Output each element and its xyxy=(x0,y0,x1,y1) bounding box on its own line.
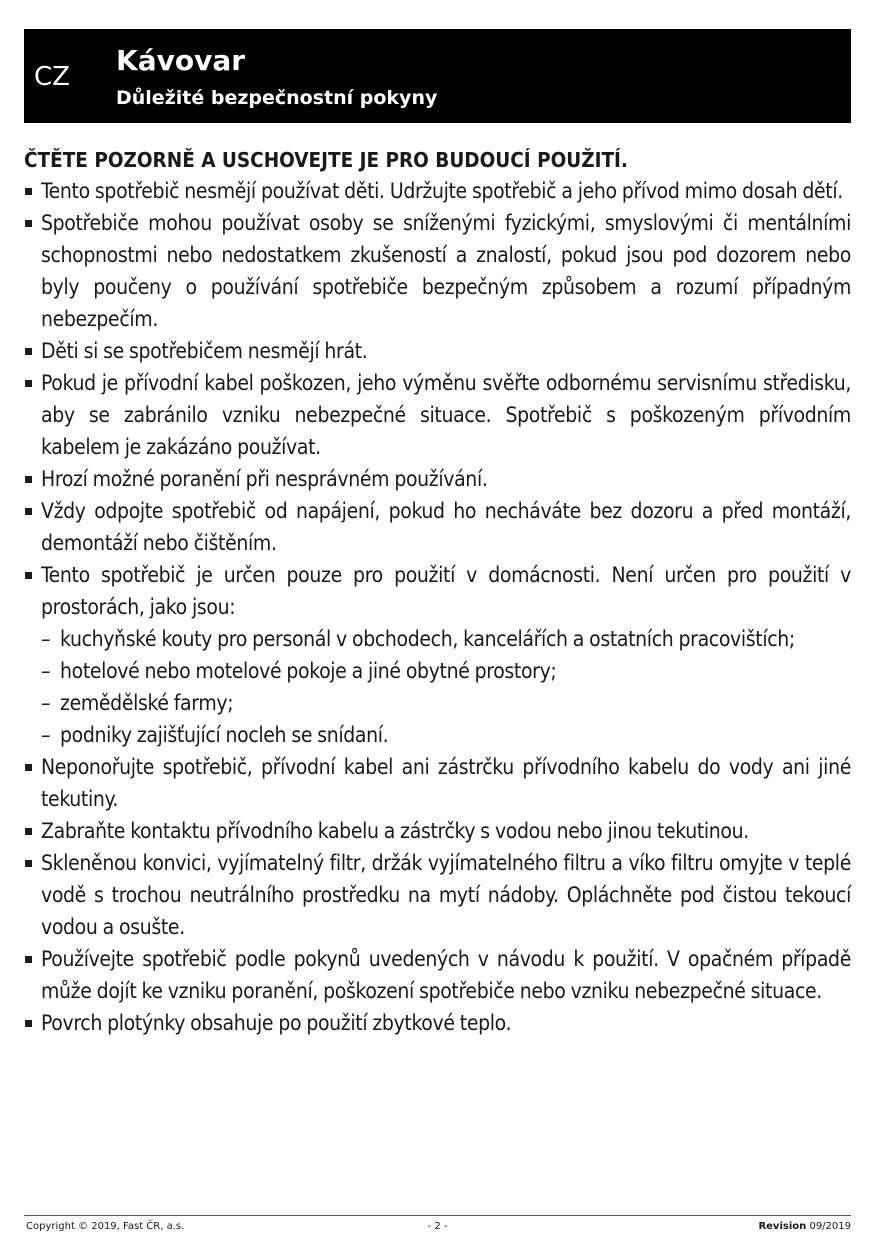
list-item xyxy=(24,175,851,207)
safety-instructions xyxy=(24,145,851,1039)
item-text: Skleněnou konvici, vyjímatelný filtr, držák vyjímatelného filtru a víko filtru omyjte v teplé vodě s trochou neutrálního prostředku na mytí nádoby. Opláchněte pod čistou tekoucí vodou a osušte. xyxy=(41,851,851,939)
instructions-heading: ČTĚTE POZORNĚ A USCHOVEJTE JE PRO BUDOUCÍ POUŽITÍ. xyxy=(24,148,628,172)
bullet-icon xyxy=(25,860,32,867)
footer-divider xyxy=(24,1215,851,1216)
list-item xyxy=(24,1007,851,1039)
bullet-icon xyxy=(25,764,32,771)
subitem-text: kuchyňské kouty pro personál v obchodech, kancelářích a ostatních pracovištích; xyxy=(60,627,795,651)
bullet-icon xyxy=(25,220,32,227)
item-text: Hrozí možné poranění při nesprávném používání. xyxy=(41,467,488,491)
revision-label: Revision xyxy=(758,1221,807,1232)
item-text: Děti si se spotřebičem nesmějí hrát. xyxy=(41,339,368,363)
item-text: Tento spotřebič nesmějí používat děti. Udržujte spotřebič a jeho přívod mimo dosah dětí. xyxy=(41,179,843,203)
list-item xyxy=(24,495,851,559)
revision-info xyxy=(758,1220,851,1234)
bullet-icon xyxy=(25,572,32,579)
language-code: CZ xyxy=(34,62,70,92)
sublist-item xyxy=(41,655,851,687)
revision-date: 09/2019 xyxy=(809,1221,851,1232)
bullet-icon xyxy=(25,1020,32,1027)
list-item xyxy=(24,335,851,367)
item-text: Neponořujte spotřebič, přívodní kabel ani zástrčku přívodního kabelu do vody ani jiné tekutiny. xyxy=(41,755,851,811)
list-item xyxy=(24,559,851,751)
item-text: Povrch plotýnky obsahuje po použití zbytkové teplo. xyxy=(41,1011,512,1035)
dash-marker: – xyxy=(41,691,51,715)
product-title: Kávovar xyxy=(116,44,246,77)
list-item xyxy=(24,943,851,1007)
bullet-icon xyxy=(25,380,32,387)
subitem-text: zemědělské farmy; xyxy=(60,691,234,715)
item-text: Používejte spotřebič podle pokynů uvedených v návodu k použití. V opačném případě může dojít ke vzniku poranění, poškození spotřebiče nebo vzniku nebezpečné situace. xyxy=(41,947,851,1003)
bullet-icon xyxy=(25,828,32,835)
page-footer xyxy=(24,1220,851,1234)
list-item xyxy=(24,367,851,463)
list-item xyxy=(24,463,851,495)
sublist-item xyxy=(41,719,851,751)
item-text: Spotřebiče mohou používat osoby se sníženými fyzickými, smyslovými či mentálními schopnostmi nebo nedostatkem zkušeností a znalostí, pokud jsou pod dozorem nebo byly poučeny o používání spotřebiče bezpečným způsobem a rozumí případným nebezpečím. xyxy=(41,211,851,331)
premises-sublist xyxy=(41,623,851,751)
subitem-text: hotelové nebo motelové pokoje a jiné obytné prostory; xyxy=(60,659,557,683)
sublist-item xyxy=(41,687,851,719)
bullet-icon xyxy=(25,476,32,483)
item-text: Pokud je přívodní kabel poškozen, jeho výměnu svěřte odbornému servisnímu středisku, aby se zabránilo vzniku nebezpečné situace. Spotřebič s poškozeným přívodním kabelem je zakázáno používat. xyxy=(41,371,851,459)
item-text: Tento spotřebič je určen pouze pro použití v domácnosti. Není určen pro použití v prostorách, jako jsou: xyxy=(41,563,851,619)
dash-marker: – xyxy=(41,659,51,683)
page-number: - 2 - xyxy=(427,1221,448,1232)
dash-marker: – xyxy=(41,723,51,747)
item-text: Zabraňte kontaktu přívodního kabelu a zástrčky s vodou nebo jinou tekutinou. xyxy=(41,819,749,843)
section-subtitle: Důležité bezpečnostní pokyny xyxy=(116,87,438,109)
bullet-icon xyxy=(25,348,32,355)
dash-marker: – xyxy=(41,627,51,651)
list-item xyxy=(24,207,851,335)
bullet-icon xyxy=(25,508,32,515)
subitem-text: podniky zajišťující nocleh se snídaní. xyxy=(60,723,389,747)
item-text: Vždy odpojte spotřebič od napájení, pokud ho necháváte bez dozoru a před montáží, demontáží nebo čištěním. xyxy=(41,499,851,555)
list-item xyxy=(24,751,851,815)
document-header xyxy=(24,29,851,123)
instructions-list xyxy=(24,175,851,1039)
bullet-icon xyxy=(25,956,32,963)
bullet-icon xyxy=(25,188,32,195)
list-item xyxy=(24,815,851,847)
list-item xyxy=(24,847,851,943)
copyright-text: Copyright © 2019, Fast ČR, a.s. xyxy=(26,1221,185,1232)
sublist-item xyxy=(41,623,851,655)
